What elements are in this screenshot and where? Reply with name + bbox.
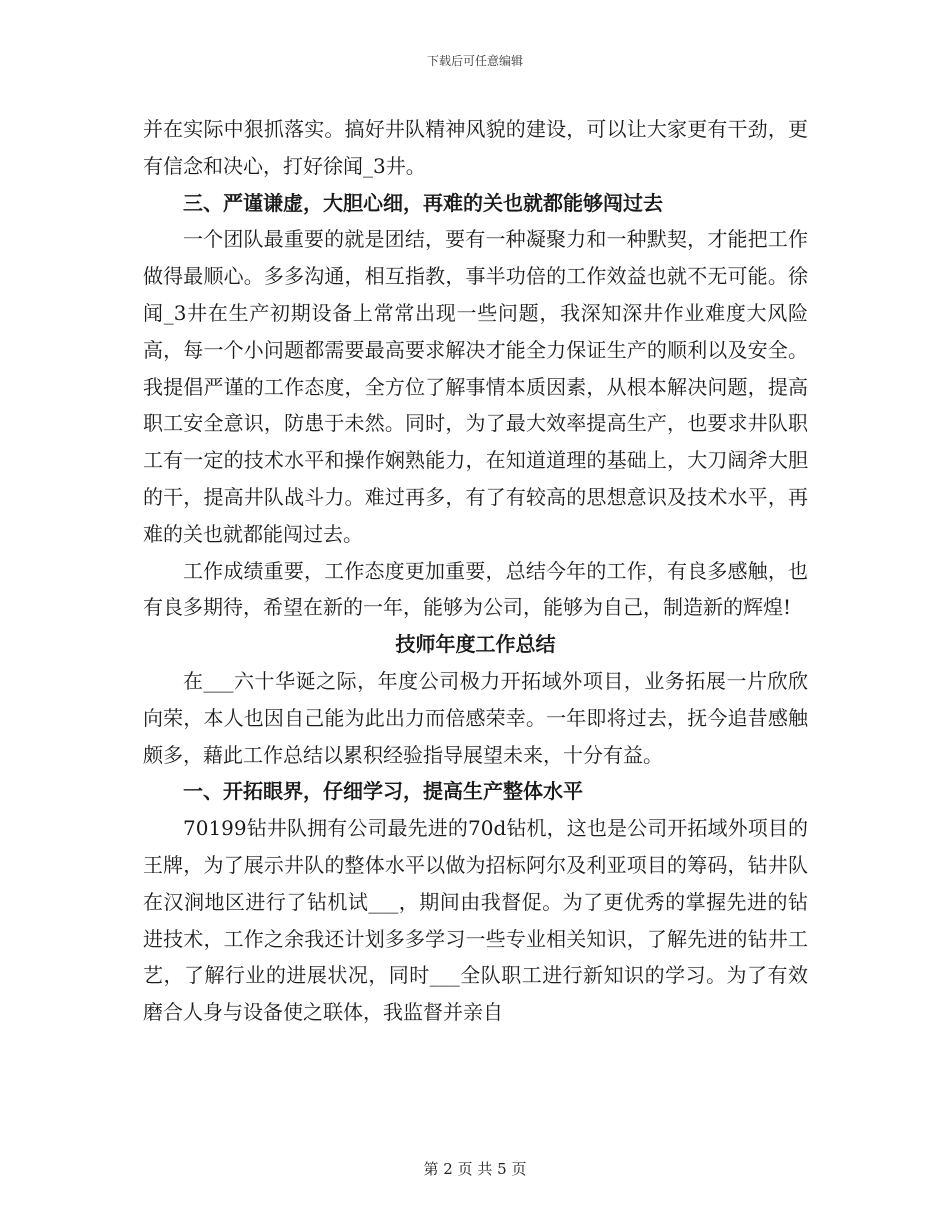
body-paragraph: 在___六十华诞之际，年度公司极力开拓域外项目，业务拓展一片欣欣向荣，本人也因自己能为此出力而倍感荣幸。一年即将过去，抚今追昔感触颇多，藉此工作总结以累积经验指导展望未来，十分有益。 <box>143 668 808 767</box>
section-heading: 一、开拓眼界，仔细学习，提高生产整体水平 <box>183 779 583 804</box>
document-body <box>143 111 808 1031</box>
body-paragraph: 一个团队最重要的就是团结，要有一种凝聚力和一种默契，才能把工作做得最顺心。多多沟通，相互指教，事半功倍的工作效益也就不无可能。徐闻_3井在生产初期设备上常常出现一些问题，我深知深井作业难度大风险高，每一个小问题都需要最高要求解决才能全力保证生产的顺利以及安全。我提倡严谨的工作态度，全方位了解事情本质因素，从根本解决问题，提高职工安全意识，防患于未然。同时，为了最大效率提高生产，也要求井队职工有一定的技术水平和操作娴熟能力，在知道道理的基础上，大刀阔斧大胆的干，提高井队战斗力。难过再多，有了有较高的思想意识及技术水平，再难的关也就都能闯过去。 <box>143 227 808 546</box>
body-paragraph: 并在实际中狠抓落实。搞好井队精神风貌的建设，可以让大家更有干劲，更有信念和决心，打好徐闻_3井。 <box>143 117 808 178</box>
document-title: 技师年度工作总结 <box>395 632 556 657</box>
section-heading: 三、严谨谦虚，大胆心细，再难的关也就都能够闯过去 <box>183 190 663 215</box>
body-paragraph: 70199钻井队拥有公司最先进的70d钻机，这也是公司开拓域外项目的王牌，为了展示井队的整体水平以做为招标阿尔及利亚项目的筹码，钻井队在汉涧地区进行了钻机试___，期间由我督促。为了更优秀的掌握先进的钻进技术，工作之余我还计划多多学习一些专业相关知识，了解先进的钻井工艺，了解行业的进展状况，同时___全队职工进行新知识的学习。为了有效磨合人身与设备使之联体，我监督并亲自 <box>143 816 808 1025</box>
body-paragraph: 工作成绩重要，工作态度更加重要，总结今年的工作，有良多感触，也有良多期待，希望在新的一年，能够为公司，能够为自己，制造新的辉煌! <box>143 558 808 620</box>
page-header-note: 下载后可任意编辑 <box>426 54 523 68</box>
page-number: 第 2 页 共 5 页 <box>423 1160 527 1178</box>
